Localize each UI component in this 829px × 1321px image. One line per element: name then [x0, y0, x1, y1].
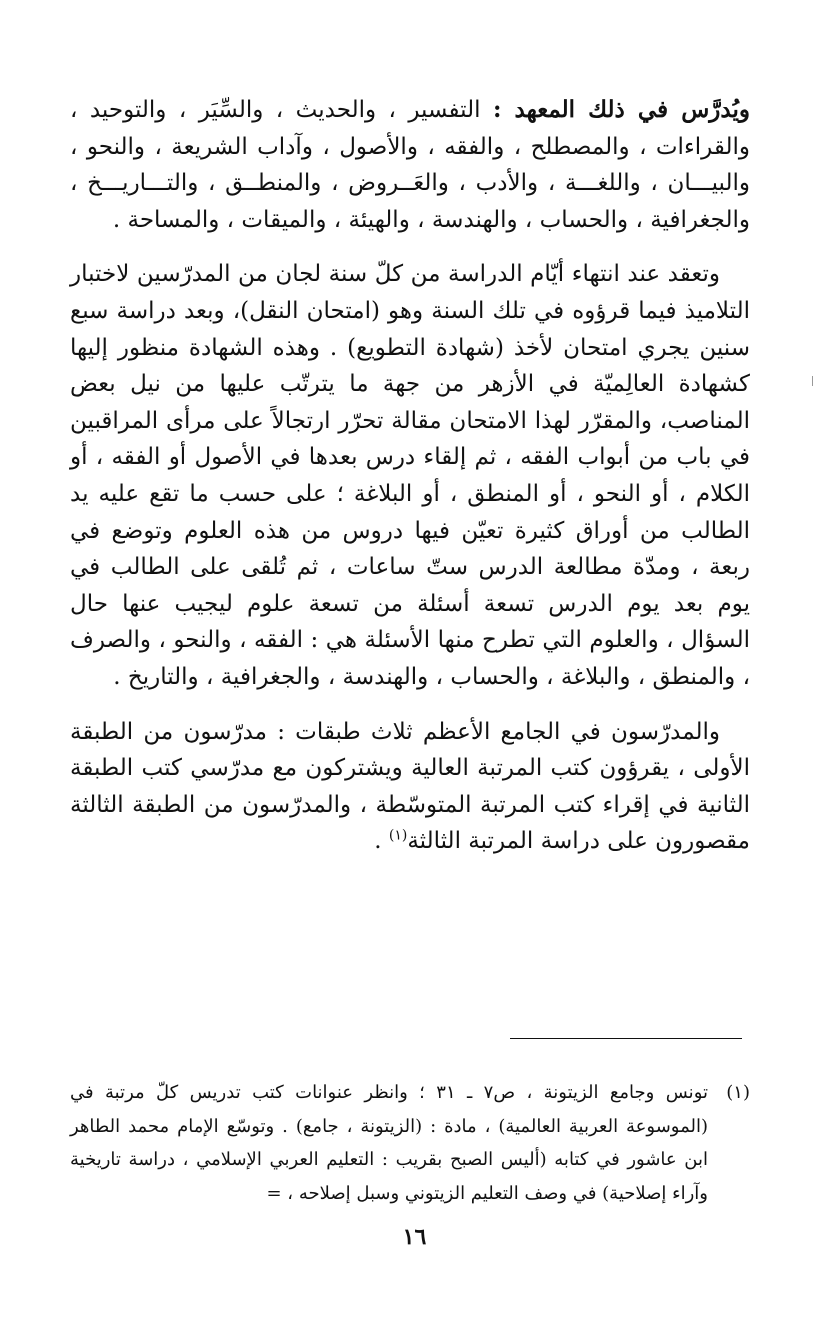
paragraph-text: التفسير ، والحديث ، والسِّيَر ، والتوحيد ، والقراءات ، والمصطلح ، والفقه ، والأصول ، وآداب الشريعة ، والنحو ، والبيـــان ، واللغـــة ، والأدب ، والعَــروض ، والمنطــق ، والتـــاريـــخ ، والجغرافية ، والحساب ، والهندسة ، والهيئة ، والميقات ، والمساحة .	[70, 97, 750, 233]
footnote-number: (١)	[726, 1082, 750, 1103]
margin-mark	[812, 376, 813, 386]
footnote-reference[interactable]: (١)	[388, 827, 408, 844]
paragraph-teachers	[70, 714, 750, 860]
paragraph-text: وتعقد عند انتهاء أيّام الدراسة من كلّ سنة لجان من المدرّسين لاختبار التلاميذ فيما قرؤوه في تلك السنة وهو (امتحان النقل)، وبعد دراسة سبع سنين يجري امتحان لأخذ (شهادة التطويع) . وهذه الشهادة منظور إليها كشهادة العالِميّة في الأزهر من جهة ما يترتّب عليها من نيل بعض المناصب، والمقرّر لهذا الامتحان مقالة تحرّر ارتجالاً على مرأى المراقبين في باب من أبواب الفقه ، ثم إلقاء درس بعدها في الأصول أو الفقه ، أو الكلام ، أو النحو ، أو المنطق ، أو البلاغة ؛ على حسب ما تقع عليه يد الطالب من أوراق كثيرة تعيّن فيها دروس من هذه العلوم وتوضع في ربعة ، ومدّة مطالعة الدرس ستّ ساعات ، ثم تُلقى على الطالب في يوم بعد يوم الدرس تسعة أسئلة من تسعة علوم ليجيب عنها حال السؤال ، والعلوم التي تطرح منها الأسئلة هي : الفقه ، والنحو ، والصرف ، والمنطق ، والبلاغة ، والحساب ، والهندسة ، والجغرافية ، والتاريخ .	[70, 261, 750, 690]
footnote	[70, 1076, 750, 1210]
paragraph-lead: ويُدرَّس في ذلك المعهد :	[492, 96, 750, 123]
paragraph-subjects	[70, 92, 750, 238]
footnote-text: تونس وجامع الزيتونة ، ص٧ ـ ٣١ ؛ وانظر عنوانات كتب تدريس كلّ مرتبة في (الموسوعة العربية العالمية) ، مادة : (الزيتونة ، جامع) . وتوسّع الإمام محمد الطاهر ابن عاشور في كتابه (أليس الصبح بقريب : التعليم العربي الإسلامي ، دراسة تاريخية وآراء إصلاحية) في وصف التعليم الزيتوني وسبل إصلاحه ، =	[70, 1082, 708, 1204]
paragraph-tail: .	[374, 828, 389, 855]
paragraph-exams	[70, 256, 750, 695]
page-number: ١٦	[402, 1224, 427, 1250]
footnote-row	[70, 1076, 750, 1210]
footnote-separator	[510, 1038, 742, 1039]
main-text	[70, 92, 750, 878]
paragraph-text: والمدرّسون في الجامع الأعظم ثلاث طبقات : مدرّسون من الطبقة الأولى ، يقرؤون كتب المرتبة العالية ويشتركون مع مدرّسي كتب الطبقة الثانية في إقراء كتب المرتبة المتوسّطة ، والمدرّسون من الطبقة الثالثة مقصورون على دراسة المرتبة الثالثة	[70, 718, 750, 855]
